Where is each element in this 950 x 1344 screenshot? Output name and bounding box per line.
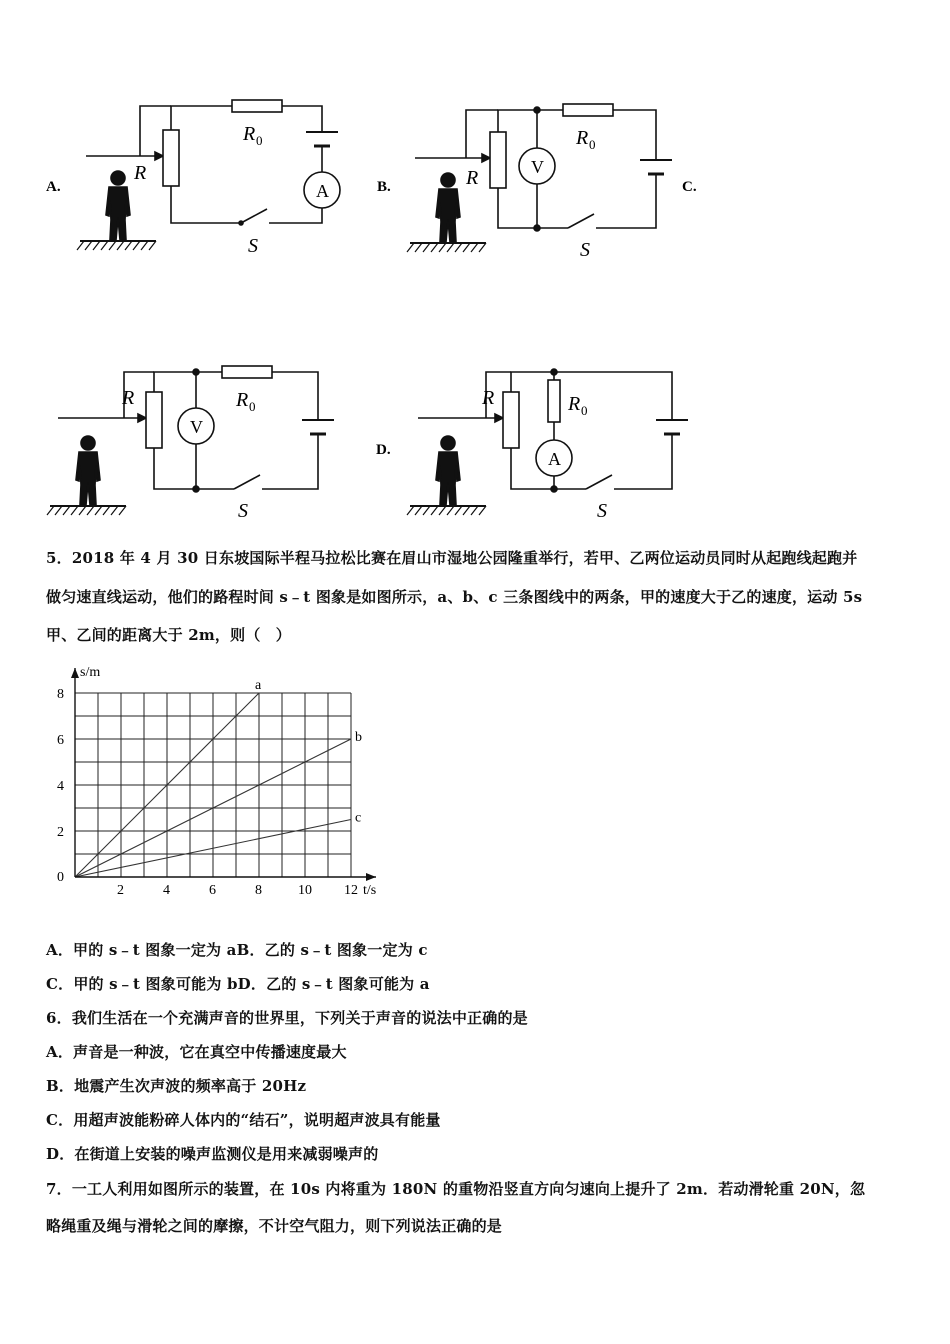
svg-text:R: R bbox=[122, 387, 135, 409]
option-c-label: C. bbox=[682, 179, 697, 195]
q6-option-c: C．用超声波能粉碎人体内的“结石”，说明超声波具有能量 bbox=[46, 1111, 441, 1129]
svg-text:S: S bbox=[238, 500, 248, 522]
q5-line-3: 甲、乙间的距离大于 2m，则（ ） bbox=[46, 626, 291, 644]
q6-stem: 6．我们生活在一个充满声音的世界里，下列关于声音的说法中正确的是 bbox=[46, 1009, 528, 1027]
ground-icon bbox=[407, 506, 486, 515]
svg-text:A: A bbox=[316, 181, 329, 201]
q6-option-b: B．地震产生次声波的频率高于 20Hz bbox=[46, 1077, 307, 1095]
person-icon bbox=[76, 436, 100, 505]
person-icon bbox=[436, 436, 460, 505]
svg-text:S: S bbox=[248, 235, 258, 257]
y-tick-label: 8 bbox=[57, 687, 64, 702]
x-tick-label: 12 bbox=[344, 883, 358, 898]
chart-series bbox=[75, 678, 362, 877]
st-graph bbox=[40, 652, 390, 907]
svg-text:V: V bbox=[531, 157, 544, 177]
svg-text:R: R bbox=[236, 389, 249, 411]
svg-text:0: 0 bbox=[249, 399, 256, 414]
svg-text:S: S bbox=[597, 500, 607, 522]
q6-option-a: A．声音是一种波，它在真空中传播速度最大 bbox=[46, 1043, 347, 1061]
series-label-b: b bbox=[355, 730, 362, 745]
ground-icon bbox=[47, 506, 126, 515]
x-tick-label: 8 bbox=[255, 883, 262, 898]
svg-text:0: 0 bbox=[589, 137, 596, 152]
person-icon bbox=[106, 171, 130, 240]
ground-icon bbox=[407, 243, 486, 252]
x-tick-label: 10 bbox=[298, 883, 312, 898]
option-d-label: D. bbox=[376, 442, 391, 458]
circuit-row-1 bbox=[0, 90, 950, 280]
svg-text:R: R bbox=[568, 393, 581, 415]
series-label-c: c bbox=[355, 810, 362, 826]
y-axis-label: s/m bbox=[80, 665, 101, 680]
chart-grid bbox=[75, 693, 351, 877]
q6-option-d: D．在街道上安装的噪声监测仪是用来减弱噪声的 bbox=[46, 1145, 379, 1163]
svg-text:0: 0 bbox=[581, 403, 588, 418]
x-tick-label: 0 bbox=[57, 870, 64, 885]
svg-text:R: R bbox=[576, 127, 589, 149]
ground-icon bbox=[77, 241, 156, 250]
y-tick-label: 4 bbox=[57, 779, 64, 794]
x-axis-arrow bbox=[366, 873, 376, 881]
chart-ticks bbox=[57, 687, 358, 898]
svg-text:S: S bbox=[580, 239, 590, 261]
svg-text:R: R bbox=[134, 162, 147, 184]
svg-text:V: V bbox=[190, 417, 203, 437]
option-a-label: A. bbox=[46, 179, 61, 195]
y-tick-label: 6 bbox=[57, 733, 64, 748]
q5-line-2: 做匀速直线运动，他们的路程时间 s﹣t 图象是如图所示，a、b、c 三条图线中的两条，甲的速度大于乙的速度，运动 5s bbox=[46, 588, 863, 606]
rheostat-r bbox=[163, 130, 179, 186]
svg-text:A: A bbox=[548, 449, 561, 469]
x-tick-label: 6 bbox=[209, 883, 216, 898]
circuit-a bbox=[77, 100, 340, 250]
q5-line-1: 5．2018 年 4 月 30 日东坡国际半程马拉松比赛在眉山市湿地公园隆重举行，若甲、乙两位运动员同时从起跑线起跑并 bbox=[46, 549, 858, 567]
circuit-b bbox=[407, 104, 672, 252]
circuit-d bbox=[407, 369, 688, 515]
q7-line-2: 略绳重及绳与滑轮之间的摩擦，不计空气阻力，则下列说法正确的是 bbox=[46, 1217, 503, 1235]
person-icon bbox=[436, 173, 460, 242]
q7-line-1: 7．一工人利用如图所示的装置，在 10s 内将重为 180N 的重物沿竖直方向匀速向上提升了 2m．若动滑轮重 20N，忽 bbox=[46, 1180, 866, 1198]
svg-text:0: 0 bbox=[256, 133, 263, 148]
svg-text:R: R bbox=[243, 123, 256, 145]
option-b-label: B. bbox=[377, 179, 391, 195]
svg-text:R: R bbox=[466, 167, 479, 189]
x-axis-label: t/s bbox=[363, 883, 377, 898]
q5-option-ab: A．甲的 s﹣t 图象一定为 aB．乙的 s﹣t 图象一定为 c bbox=[46, 941, 428, 959]
y-axis-arrow bbox=[71, 668, 79, 678]
series-label-a: a bbox=[255, 678, 262, 693]
x-tick-label: 4 bbox=[163, 883, 170, 898]
x-tick-label: 2 bbox=[117, 883, 124, 898]
y-tick-label: 2 bbox=[57, 825, 64, 840]
circuit-c bbox=[47, 366, 334, 515]
q5-option-cd: C．甲的 s﹣t 图象可能为 bD．乙的 s﹣t 图象可能为 a bbox=[46, 975, 430, 993]
svg-text:R: R bbox=[482, 387, 495, 409]
circuit-row-2 bbox=[0, 350, 950, 535]
